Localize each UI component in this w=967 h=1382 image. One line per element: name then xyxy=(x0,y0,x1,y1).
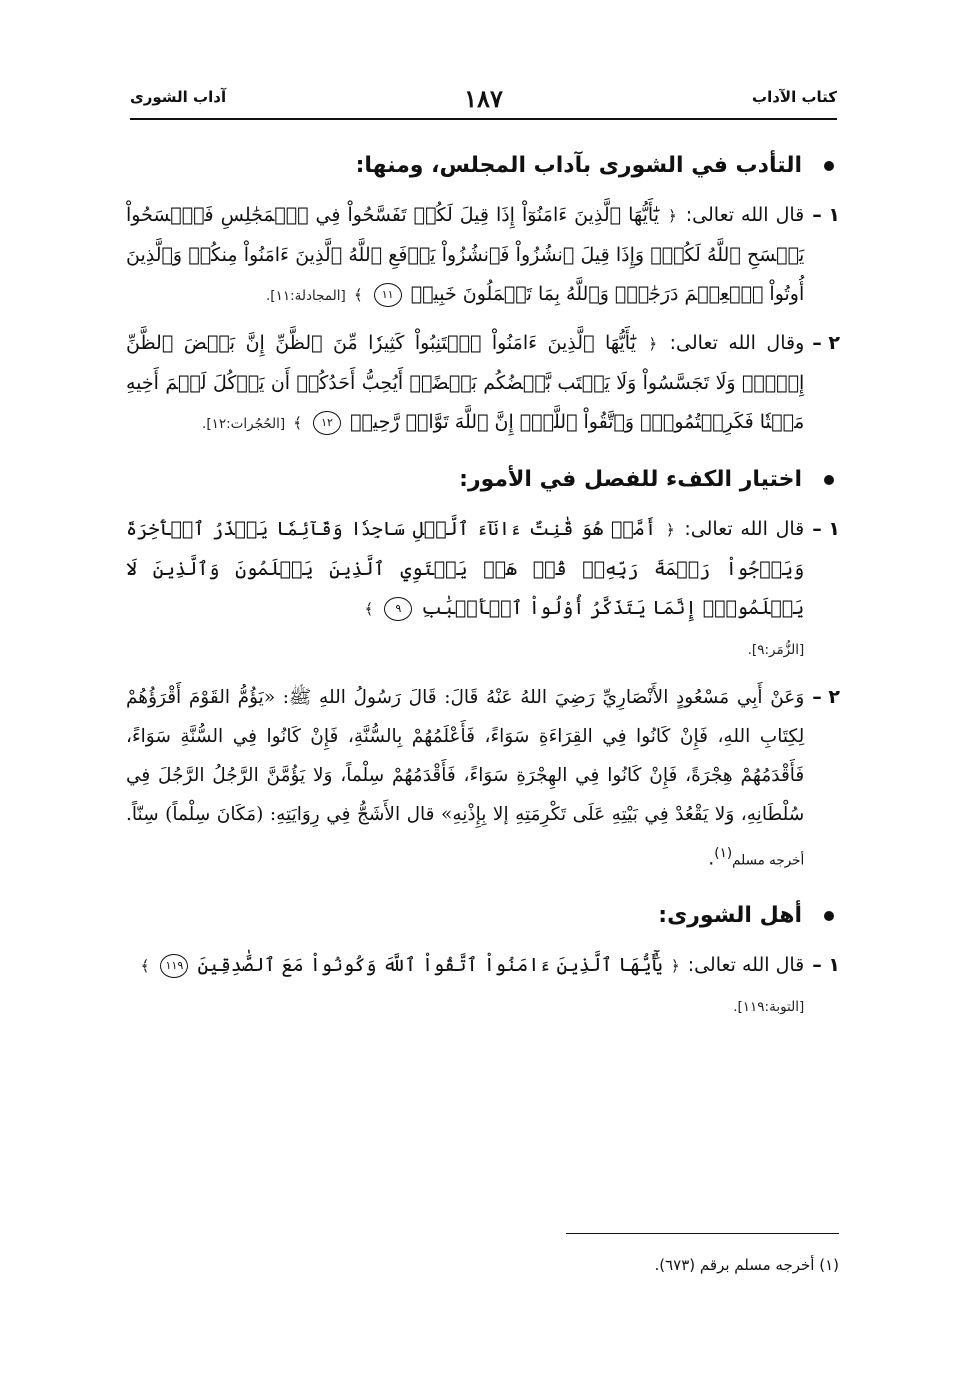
ornate-bracket-close-icon: ﴾ xyxy=(364,600,374,618)
quran-verse: يَٰٓأَيُّهَا ٱلَّذِينَ ءَامَنُواْ ٱتَّقُواْ ٱللَّهَ وَكُونُواْ مَعَ ٱلصَّٰدِقِينَ xyxy=(197,954,663,977)
page-content xyxy=(126,144,840,1027)
intro-text: قال الله تعالى: xyxy=(685,204,805,226)
item-body xyxy=(126,196,804,316)
verse-reference: [الحُجُرات:١٢]. xyxy=(202,416,286,432)
section-heading: أهل الشورى: xyxy=(126,894,840,938)
ornate-bracket-close-icon: ﴾ xyxy=(353,286,363,304)
intro-text: قال الله تعالى: xyxy=(687,954,805,977)
item-body xyxy=(126,324,804,444)
page-number: ١٨٧ xyxy=(464,84,503,113)
ayah-number-icon: ١٢ xyxy=(313,411,341,435)
ayah-number-icon: ١١٩ xyxy=(160,954,188,978)
bullet-icon xyxy=(824,475,834,485)
quran-verse: يَٰٓأَيُّهَا ٱلَّذِينَ ءَامَنُوٓاْ إِذَا قِيلَ لَكُمۡ تَفَسَّحُواْ فِي ٱلۡمَجَٰلِسِ فَٱفۡسَحُواْ يَفۡسَحِ ٱللَّهُ لَكُمۡۖ وَإِذَا قِيلَ ٱنشُزُواْ فَٱنشُزُواْ يَرۡفَعِ ٱللَّهُ ٱلَّذِينَ ءَامَنُواْ مِنكُمۡ وَٱلَّذِينَ أُوتُواْ ٱلۡعِلۡمَ دَرَجَٰتٖۚ وَٱللَّهُ بِمَا تَعۡمَلُونَ خَبِيرٞ xyxy=(126,204,805,305)
hadith-text: وَعَنْ أَبِي مَسْعُودٍ الأَنْصَارِيِّ رَضِيَ اللهُ عَنْهُ قَالَ: قَالَ رَسُولُ اللهِ ﷺ: «يَؤُمُّ القَوْمَ أَقْرَؤُهُمْ لِكِتَابِ اللهِ، فَإِنْ كَانُوا فِي القِرَاءَةِ سَوَاءً، فَأَعْلَمُهُمْ بِالسُّنَّةِ، فَإِنْ كَانُوا فِي السُّنَّةِ سَوَاءً، فَأَقْدَمُهُمْ هِجْرَةً، فَإِنْ كَانُوا فِي الهِجْرَةِ سَوَاءً، فَأَقْدَمُهُمْ سِلْماً، وَلا يَؤُمَّنَّ الرَّجُلُ الرَّجُلَ فِي سُلْطَانِهِ، وَلا يَقْعُدْ فِي بَيْتِهِ عَلَى تَكْرِمَتِهِ إلا بِإِذْنِهِ» قال الأَشَجُّ فِي رِوَايَتِهِ: (مَكَانَ سِلْماً) سِنّاً. xyxy=(126,687,805,825)
footnote-marker: (١) xyxy=(714,845,733,861)
footnote: (١) أخرجه مسلم برقم (٦٧٣). xyxy=(654,1256,839,1274)
item-body xyxy=(126,510,804,670)
item-number: ١ – xyxy=(812,204,840,226)
verse-reference: [المجادلة:١١]. xyxy=(266,288,346,304)
verse-reference: [الزُّمَر:٩]. xyxy=(747,642,805,658)
quran-verse: يَٰٓأَيُّهَا ٱلَّذِينَ ءَامَنُواْ ٱجۡتَنِبُواْ كَثِيرٗا مِّنَ ٱلظَّنِّ إِنَّ بَعۡضَ ٱلظَّنِّ إِثۡمٞۖ وَلَا تَجَسَّسُواْ وَلَا يَغۡتَب بَّعۡضُكُم بَعۡضًاۚ أَيُحِبُّ أَحَدُكُمۡ أَن يَأۡكُلَ لَحۡمَ أَخِيهِ مَيۡتٗا فَكَرِهۡتُمُوهُۚ وَٱتَّقُواْ ٱللَّهَۚ إِنَّ ٱللَّهَ تَوَّابٞ رَّحِيمٞ xyxy=(126,332,805,433)
item-number: ١ – xyxy=(812,954,840,977)
list-item xyxy=(126,196,840,316)
item-body: وَعَنْ أَبِي مَسْعُودٍ الأَنْصَارِيِّ رَضِيَ اللهُ عَنْهُ قَالَ: قَالَ رَسُولُ اللهِ ﷺ: «يَؤُمُّ القَوْمَ أَقْرَؤُهُمْ لِكِتَابِ اللهِ، فَإِنْ كَانُوا فِي القِرَاءَةِ سَوَاءً، فَأَعْلَمُهُمْ بِالسُّنَّةِ، فَإِنْ كَانُوا فِي السُّنَّةِ سَوَاءً، فَأَقْدَمُهُمْ هِجْرَةً، فَإِنْ كَانُوا فِي الهِجْرَةِ سَوَاءً، فَأَقْدَمُهُمْ سِلْماً، وَلا يَؤُمَّنَّ الرَّجُلُ الرَّجُلَ فِي سُلْطَانِهِ، وَلا يَقْعُدْ فِي بَيْتِهِ عَلَى تَكْرِمَتِهِ إلا بِإِذْنِهِ» قال الأَشَجُّ فِي رِوَايَتِهِ: (مَكَانَ سِلْماً) سِنّاً. أخرجه مسلم$^{(١)}$. xyxy=(126,687,805,870)
list-item xyxy=(126,510,840,670)
ornate-bracket-open-icon: ﴿ xyxy=(670,957,680,976)
section-title: آداب الشورى xyxy=(130,88,227,106)
chapter-title: كتاب الآداب xyxy=(752,88,837,106)
intro-text: وقال الله تعالى: xyxy=(669,332,805,354)
item-number: ٢ – xyxy=(812,332,840,354)
ornate-bracket-close-icon: ﴾ xyxy=(140,957,150,976)
list-item xyxy=(126,324,840,444)
ayah-number-icon: ١١ xyxy=(374,283,402,307)
item-number: ١ – xyxy=(812,518,840,540)
bullet-icon xyxy=(824,911,834,921)
item-number: ٢ – xyxy=(812,686,840,708)
list-item xyxy=(126,678,840,880)
ornate-bracket-open-icon: ﴿ xyxy=(665,521,675,539)
hadith-source: أخرجه مسلم xyxy=(732,852,805,869)
ornate-bracket-open-icon: ﴿ xyxy=(648,335,658,353)
quran-verse: أَمَّنۡ هُوَ قَٰنِتٌ ءَانَآءَ ٱلَّيۡلِ سَاجِدٗا وَقَآئِمٗا يَحۡذَرُ ٱلۡأٓخِرَةَ وَيَرۡجُواْ رَحۡمَةَ رَبِّهِۦۗ قُلۡ هَلۡ يَسۡتَوِي ٱلَّذِينَ يَعۡلَمُونَ وَٱلَّذِينَ لَا يَعۡلَمُونَۗ إِنَّمَا يَتَذَكَّرُ أُوْلُواْ ٱلۡأَلۡبَٰبِ xyxy=(126,518,805,619)
verse-reference: [التوبة:١١٩]. xyxy=(733,999,805,1016)
list-item xyxy=(126,946,840,1027)
section-heading: التأدب في الشورى بآداب المجلس، ومنها: xyxy=(126,144,840,188)
bullet-icon xyxy=(824,161,834,171)
section-heading: اختيار الكفء للفصل في الأمور: xyxy=(126,458,840,502)
page-header xyxy=(130,84,837,120)
footnote-divider xyxy=(566,1233,839,1234)
intro-text: قال الله تعالى: xyxy=(684,518,805,540)
ayah-number-icon: ٩ xyxy=(384,597,412,621)
item-body xyxy=(126,946,804,1027)
ornate-bracket-open-icon: ﴿ xyxy=(667,207,677,225)
ornate-bracket-close-icon: ﴾ xyxy=(293,414,302,432)
